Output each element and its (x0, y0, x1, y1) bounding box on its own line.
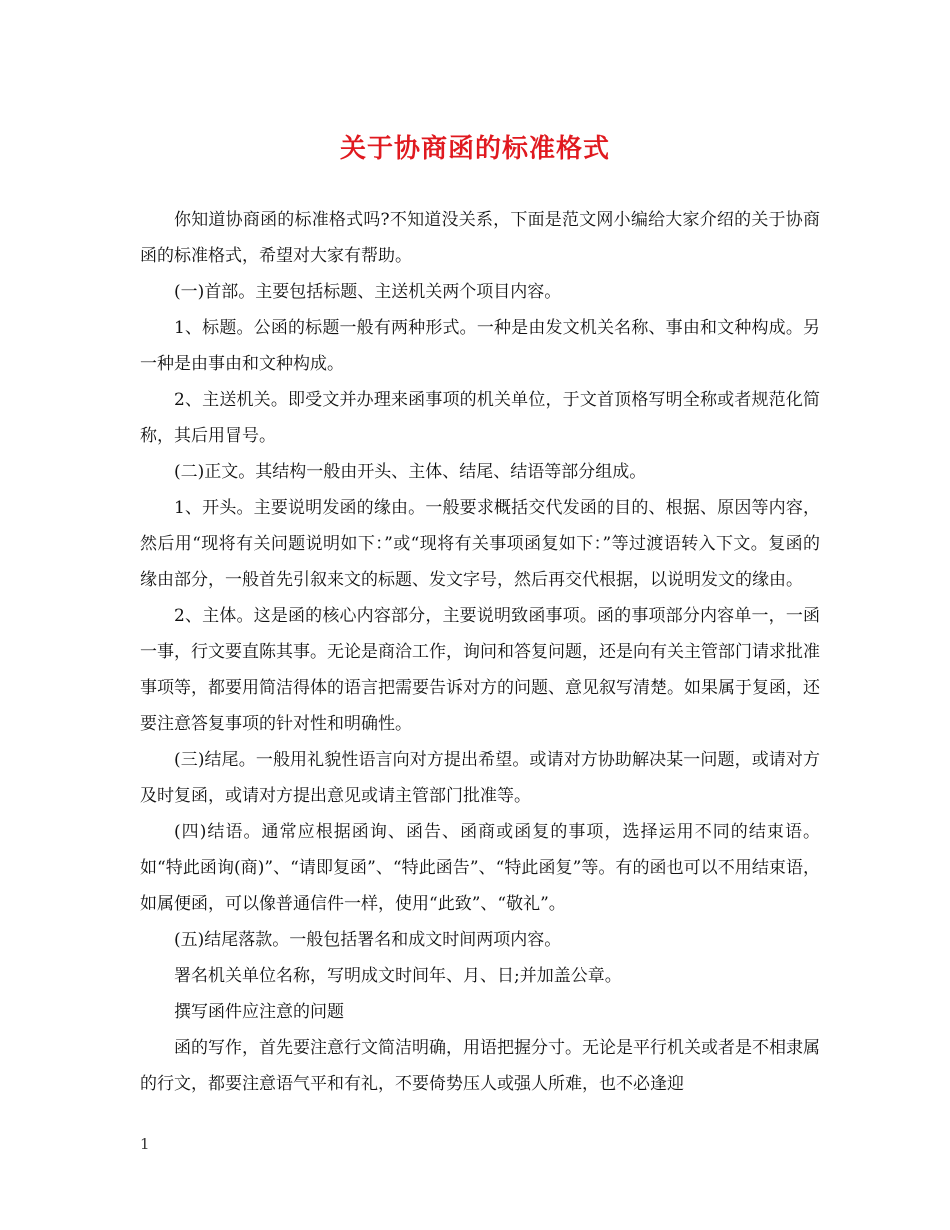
paragraph-notes-heading: 撰写函件应注意的问题 (174, 1002, 344, 1022)
paragraph-title-item: 1、标题。公函的标题一般有两种形式。一种是由发文机关名称、事由和文种构成。另一种是由事由和文种构成。 (140, 318, 820, 374)
paragraph-main-item: 2、主体。这是函的核心内容部分，主要说明致函事项。函的事项部分内容单一，一函一事，行文要直陈其事。无论是商洽工作，询问和答复问题，还是向有关主管部门请求批准事项等，都要用简洁得体的语言把需要告诉对方的问题、意见叙写清楚。如果属于复函，还要注意答复事项的针对性和明确性。 (140, 606, 820, 734)
document-title: 关于协商函的标准格式 (339, 134, 610, 164)
paragraph-body-section: (二)正文。其结构一般由开头、主体、结尾、结语等部分组成。 (174, 462, 647, 482)
paragraph-notes-body: 函的写作，首先要注意行文简洁明确，用语把握分寸。无论是平行机关或者是不相隶属的行文，都要注意语气平和有礼，不要倚势压人或强人所难，也不必逢迎 (140, 1038, 820, 1094)
paragraph-signature-detail: 署名机关单位名称，写明成文时间年、月、日;并加盖公章。 (174, 966, 622, 986)
paragraph-opening-item: 1、开头。主要说明发函的缘由。一般要求概括交代发函的目的、根据、原因等内容，然后用“现将有关问题说明如下：”或“现将有关事项函复如下：”等过渡语转入下文。复函的缘由部分，一般首先引叙来文的标题、发文字号，然后再交代根据，以说明发文的缘由。 (140, 498, 820, 590)
document-body (140, 202, 820, 1102)
paragraph-intro: 你知道协商函的标准格式吗?不知道没关系，下面是范文网小编给大家介绍的关于协商函的标准格式，希望对大家有帮助。 (140, 210, 820, 266)
page-number: 1 (140, 1135, 150, 1153)
paragraph-ending-section: (三)结尾。一般用礼貌性语言向对方提出希望。或请对方协助解决某一问题，或请对方及时复函，或请对方提出意见或请主管部门批准等。 (140, 750, 820, 806)
paragraph-closing-section: (四)结语。通常应根据函询、函告、函商或函复的事项，选择运用不同的结束语。如“特此函询(商)”、“请即复函”、“特此函告”、“特此函复”等。有的函也可以不用结束语，如属便函，可以像普通信件一样，使用“此致”、“敬礼”。 (140, 822, 820, 914)
paragraph-header-section: (一)首部。主要包括标题、主送机关两个项目内容。 (174, 282, 562, 302)
paragraph-signature-section: (五)结尾落款。一般包括署名和成文时间两项内容。 (174, 930, 562, 950)
paragraph-recipient-item: 2、主送机关。即受文并办理来函事项的机关单位，于文首顶格写明全称或者规范化简称，其后用冒号。 (140, 390, 820, 446)
